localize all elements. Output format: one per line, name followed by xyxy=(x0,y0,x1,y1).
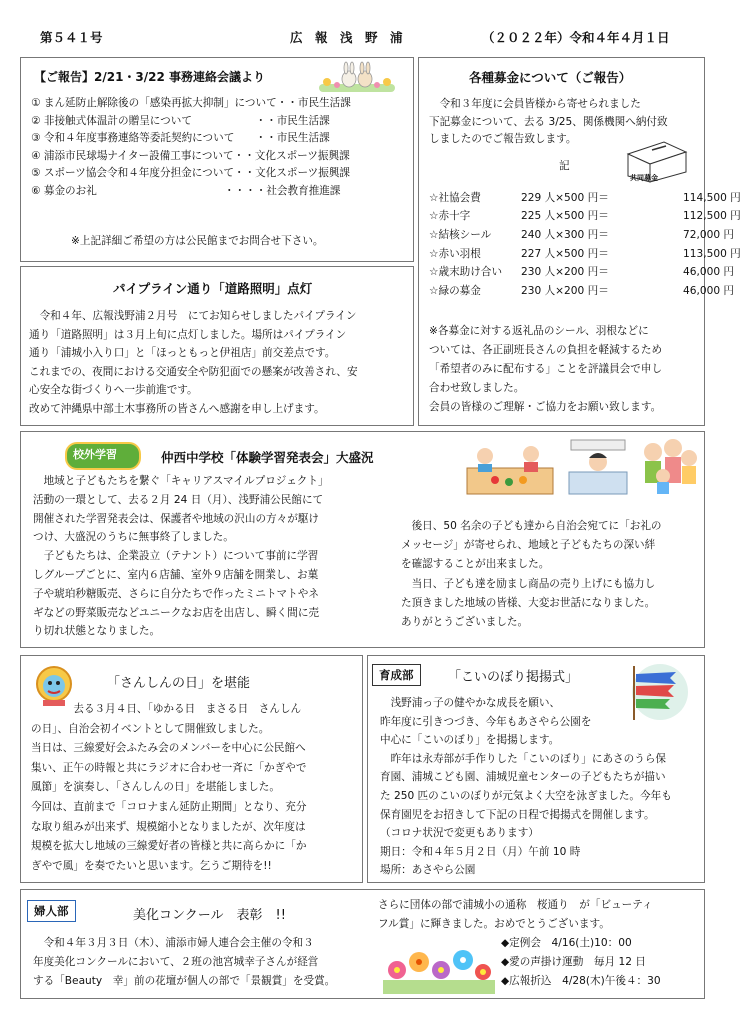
field-trip-badge-label: 校外学習 xyxy=(73,448,117,461)
schedule-item: ◆定例会 4/16(土)10：00 xyxy=(501,937,632,949)
koinobori-title: 「こいのぼり掲揚式」 xyxy=(448,670,579,685)
schedule-list xyxy=(501,934,661,991)
list-item: ⑤ スポーツ協会令和４年度分担金について・・文化スポーツ振興課 xyxy=(31,167,351,180)
flowers-icon xyxy=(383,940,495,994)
meeting-report-note: ※上記詳細ご希望の方は公民館までお問合せ下さい。 xyxy=(71,235,324,247)
school-body-left: 地域と子どもたちを繋ぐ「キャリアスマイルプロジェクト」 活動の一環として、去る２月 24 日（月）、浅野浦公民館にて 開催された学習発表会は、保護者や地域の沢山の方々が駆け つけ、大盛況のうちに無事終了しました。 子どもたちは、企業設立（テナント）について事前に学習 しグループごとに、室内６店舗、室外９店舗を開業し、お菓 子や琥珀秒糖販売、さらに自分たちで作ったミニトマトやネ ギなどの野菜販売などユニークなお店を出店し、瞬く間に売 り切れ状態となりました。 xyxy=(33,475,329,638)
ki-label: 記 xyxy=(559,160,570,172)
meeting-report-list xyxy=(31,95,351,201)
fujinbu-section xyxy=(20,889,705,999)
list-item: ④ 浦添市民球場ナイター設備工事について・・文化スポーツ振興課 xyxy=(31,149,350,162)
list-item: ② 非接触式体温計の贈呈について ・・市民生活課 xyxy=(31,114,330,127)
sanshin-title: 「さんしんの日」を堪能 xyxy=(107,676,251,691)
donation-box-label: 共同募金 xyxy=(630,174,658,182)
fundraising-notes: ※各募金に対する返礼品のシール、羽根などに ついては、各正副班長さんの負担を軽減するため 「希望者のみに配布する」ことを評議員会で申し 合わせ致しました。 会員の皆様のご理解・ご協力をお願い致します。 xyxy=(429,325,663,413)
meeting-report-section xyxy=(20,57,414,262)
ikusei-dept-label: 育成部 xyxy=(372,664,421,686)
koinobori-section xyxy=(367,655,705,883)
school-section xyxy=(20,431,705,648)
list-item: ③ 令和４年度事務連絡等委託契約について ・・市民生活課 xyxy=(31,132,330,145)
schedule-item: ◆愛の声掛け運動 毎月 12 日 xyxy=(501,956,646,968)
fundraising-intro: 令和３年度に会員皆様から寄せられました 下記募金について、去る 3/25、関係機関へ納付致 しましたのでご報告致します。 xyxy=(429,98,668,146)
table-row: ☆緑の募金 230 人×200 円＝ 46,000 円 xyxy=(429,284,735,297)
table-row: ☆歳末助け合い 230 人×200 円＝ 46,000 円 xyxy=(429,266,735,279)
sanshin-section xyxy=(20,655,363,883)
schedule-item: ◆広報折込 4/28(木)午後４：30 xyxy=(501,975,661,987)
fujinbu-body-right: さらに団体の部で浦城小の通称 桜通り が「ビューティ フル賞」に輝きました。おめでとうございます。 xyxy=(378,899,653,930)
table-row: ☆結核シール 240 人×300 円＝ 72,000 円 xyxy=(429,228,735,241)
list-item: ⑥ 募金のお礼 ・・・・社会教育推進課 xyxy=(31,184,341,197)
school-body-right: 後日、50 名余の子ども達から自治会宛てに「お礼の メッセージ」が寄せられ、地域と子どもたちの深い絆 を確認することが出来ました。 当日、子ども達を励まし商品の売り上げにも協力し た頂きました地域の皆様、大変お世話になりました。 ありがとうございました。 xyxy=(401,520,662,629)
list-item: ① まん延防止解除後の「感染再拡大抑制」について・・市民生活課 xyxy=(31,97,351,109)
fundraising-title: 各種募金について（ご報告） xyxy=(469,70,632,85)
family-illustration xyxy=(639,436,701,496)
table-row: ☆社協会費 229 人×500 円＝ 114,500 円 xyxy=(429,191,741,204)
school-title: 仲西中学校「体験学習発表会」大盛況 xyxy=(161,450,374,465)
fujinbu-title: 美化コンクール 表彰 !! xyxy=(133,908,286,923)
meeting-report-title: 【ご報告】2/21・3/22 事務連絡会議より xyxy=(34,70,266,84)
fundraising-table xyxy=(429,188,741,300)
pipeline-section xyxy=(20,266,414,426)
fujinbu-body: 令和４年３月３日（木）、浦添市婦人連合会主催の令和３ 年度美化コンクールにおいて、２班の池宮城幸子さんが経営 する「Beauty 幸」前の花壇が個人の部で「景観賞」を受賞。 xyxy=(33,937,336,987)
kids-shop-illustration xyxy=(563,438,633,496)
rabbits-flowers-icon xyxy=(317,62,397,94)
table-row: ☆赤い羽根 227 人×500 円＝ 113,500 円 xyxy=(429,247,741,260)
issue-number: 第５４１号 xyxy=(40,30,103,45)
newsletter-title: 広 報 浅 野 浦 xyxy=(290,30,403,45)
fujinbu-dept-label: 婦人部 xyxy=(27,900,76,922)
kids-market-illustration xyxy=(465,438,555,496)
issue-date: （２０２２年）令和４年４月１日 xyxy=(482,30,670,45)
pipeline-title: パイプライン通り「道路照明」点灯 xyxy=(113,281,313,296)
table-row: ☆赤十字 225 人×500 円＝ 112,500 円 xyxy=(429,210,741,223)
sanshin-body: 去る３月４日、「ゆかる日 まさる日 さんしん の日」、自治会初イベントとして開催致しました。 当日は、三線愛好会ふたみ会のメンバーを中心に公民館へ 集い、正午の時報と共にラジオに合わせ一斉に「かぎやで 風節」を演奏し、「さんしんの日」を堪能しました。 今回は、直前まで「コロナまん延防止期間」となり、充分 な取り組みが出来ず、規模縮小となりましたが、次年度は 規模を拡大し地域の三線愛好者の皆様と共に高らかに「か ぎやで風」を奏でたいと思います。乞うご期待を!! xyxy=(31,703,307,872)
pipeline-body: 令和４年、広報浅野浦２月号 にてお知らせしましたパイプライン 通り「道路照明」は３月上旬に点灯しました。場所はパイプライン 通り「浦城小入り口」と「ほっともっと伊祖店」前交差点です。 これまでの、夜間における交通安全や防犯面での懸案が改善され、安 心安全な街づくりへ一歩前進です。 改めて沖縄県中部土木事務所の皆さんへ感謝を申し上げます。 xyxy=(29,310,358,415)
koinobori-body: 浅野浦っ子の健やかな成長を願い、 昨年度に引きつづき、今年もあさやら公園を 中心に「こいのぼり」を掲揚します。 昨年は永寿部が手作りした「こいのぼり」にあさのうら保 育園、浦城こども園、浦城児童センターの子どもたちが描い た 250 匹のこいのぼりが元気よく大空を泳ぎました。今年も 保育園児をお招きして下記の日程で掲揚式を開催します。 （コロナ状況で変更もあります） 期日：令和４年５月２日（月）午前 10 時 場所：あさやら公園 xyxy=(380,697,672,877)
fundraising-section xyxy=(418,57,741,426)
